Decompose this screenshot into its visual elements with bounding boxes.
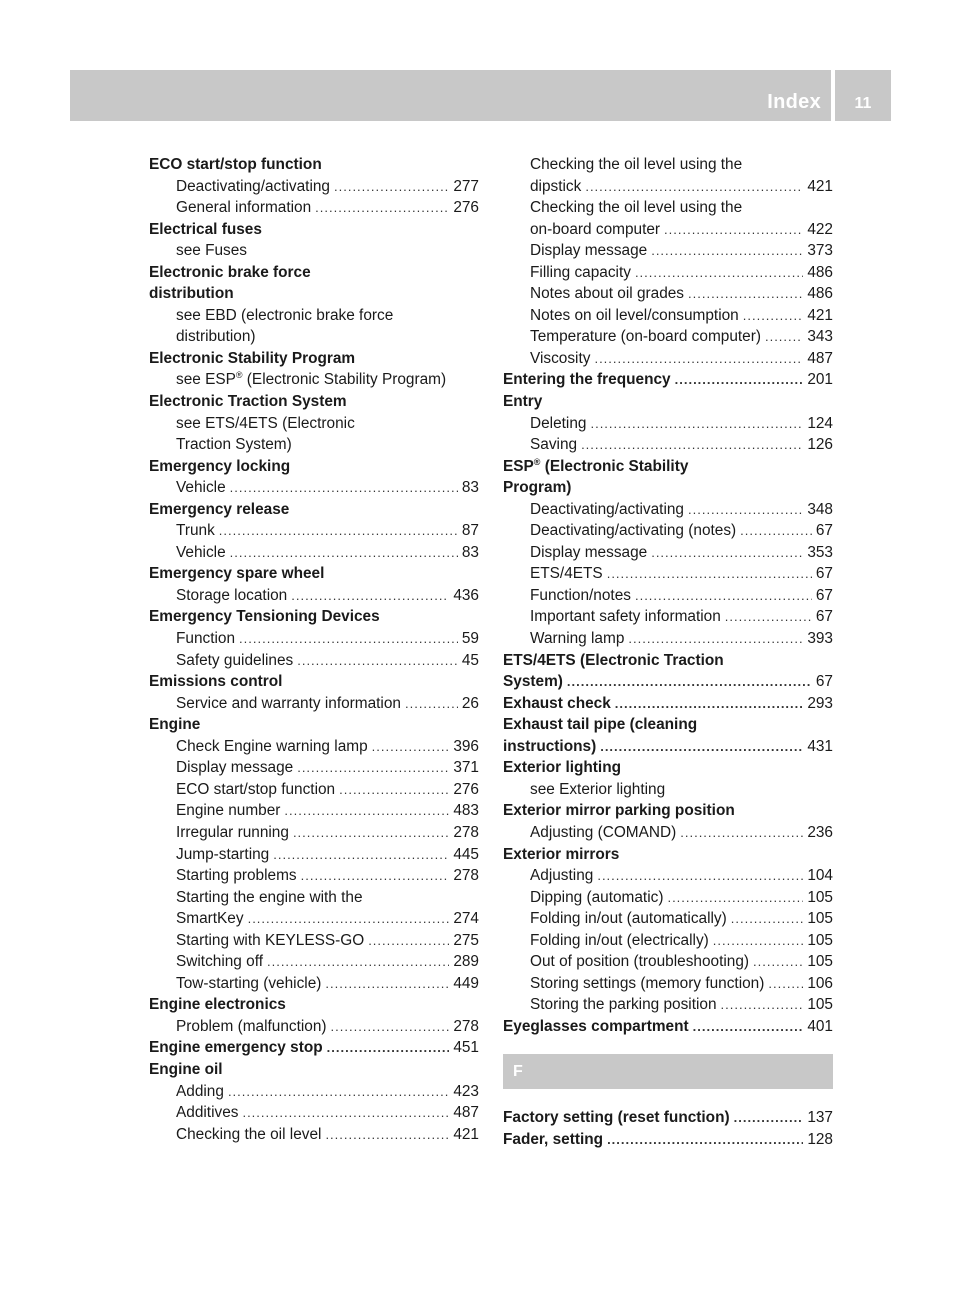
leader-dots <box>635 262 803 284</box>
leader-dots <box>325 1124 449 1146</box>
index-heading: Engine oil <box>149 1060 223 1078</box>
entry-text: Dipping (automatic) <box>530 888 664 906</box>
index-entry <box>503 951 833 973</box>
page-ref[interactable]: 105 <box>807 888 833 906</box>
leader-dots <box>590 413 803 435</box>
page-ref[interactable]: 106 <box>807 974 833 992</box>
leader-dots <box>230 477 458 499</box>
index-entry <box>503 887 833 909</box>
entry-text: Jump-starting <box>176 845 270 863</box>
index-entry <box>149 477 479 499</box>
entry-text: Tow-starting (vehicle) <box>176 974 322 992</box>
leader-dots <box>581 434 803 456</box>
page-ref[interactable]: 276 <box>453 780 479 798</box>
index-entry <box>503 822 833 844</box>
entry-text: Adjusting <box>530 867 594 885</box>
index-heading: ECO start/stop function <box>149 156 322 173</box>
leader-dots <box>651 240 803 262</box>
entry-text: Service and warranty information <box>176 694 401 712</box>
leader-dots <box>713 930 804 952</box>
entry-text: Important safety information <box>530 608 721 626</box>
page-ref[interactable]: 401 <box>807 1017 833 1035</box>
index-heading: Emergency release <box>149 500 290 518</box>
page-ref[interactable]: 104 <box>807 867 833 885</box>
index-heading: Emergency Tensioning Devices <box>149 608 380 626</box>
entry-text: Checking the oil level <box>176 1125 322 1143</box>
index-entry <box>503 628 833 650</box>
entry-text: Starting with KEYLESS-GO <box>176 931 365 949</box>
leader-dots <box>248 908 450 930</box>
index-entry <box>149 542 479 564</box>
index-entry <box>503 542 833 564</box>
page-ref[interactable]: 67 <box>815 673 833 691</box>
index-entry <box>149 736 479 758</box>
page-ref[interactable]: 373 <box>807 242 833 260</box>
page-ref[interactable]: 276 <box>453 199 479 217</box>
index-entry <box>149 951 479 973</box>
entry-text: see ESP <box>176 371 236 389</box>
index-entry <box>503 240 833 262</box>
page-ref[interactable]: 393 <box>807 630 833 648</box>
entry-text: Deactivating/activating (notes) <box>530 522 737 540</box>
leader-dots <box>230 542 458 564</box>
entry-text: ESP <box>503 457 534 475</box>
leader-dots <box>768 973 803 995</box>
entry-text: Display message <box>176 759 294 777</box>
page-ref[interactable]: 67 <box>815 586 833 604</box>
entry-text: Additives <box>176 1104 239 1122</box>
index-subentry: Traction System) <box>176 436 292 454</box>
leader-dots <box>607 563 812 585</box>
index-subentry: see EBD (electronic brake force <box>176 306 394 324</box>
page-ref[interactable]: 371 <box>453 759 479 777</box>
page-ref[interactable]: 431 <box>807 737 833 755</box>
entry-text: Trunk <box>176 522 215 540</box>
entry-text: Exhaust check <box>503 694 611 712</box>
leader-dots <box>325 973 449 995</box>
entry-text: Factory setting (reset function) <box>503 1109 730 1127</box>
index-entry <box>149 757 479 779</box>
page-ref[interactable]: 278 <box>453 823 479 841</box>
index-heading: distribution <box>149 285 234 303</box>
leader-dots <box>753 951 803 973</box>
entry-text: Storing the parking position <box>530 996 717 1014</box>
index-heading-entry <box>503 1107 833 1129</box>
page-ref[interactable]: 486 <box>807 263 833 281</box>
leader-dots <box>743 305 804 327</box>
index-entry <box>149 822 479 844</box>
page-ref[interactable]: 353 <box>807 543 833 561</box>
index-heading: Program) <box>503 479 572 497</box>
entry-text: Notes on oil level/consumption <box>530 306 739 324</box>
leader-dots <box>765 326 803 348</box>
entry-text: Eyeglasses compartment <box>503 1017 689 1035</box>
index-entry <box>503 973 833 995</box>
index-subentry: see Exterior lighting <box>530 780 666 798</box>
page-ref[interactable]: 445 <box>453 845 479 863</box>
entry-text: Adding <box>176 1082 224 1100</box>
index-entry <box>149 908 479 930</box>
page-ref[interactable]: 26 <box>461 694 479 712</box>
page-ref[interactable]: 87 <box>461 522 479 540</box>
registered-mark: ® <box>235 370 243 381</box>
page-ref[interactable]: 83 <box>461 479 479 497</box>
entry-text: ETS/4ETS <box>530 565 603 583</box>
index-entry <box>149 1081 479 1103</box>
index-heading <box>503 456 833 478</box>
leader-dots <box>368 930 449 952</box>
leader-dots <box>297 757 449 779</box>
index-heading-entry <box>149 1037 479 1059</box>
index-heading: Emissions control <box>149 673 283 691</box>
entry-text: Notes about oil grades <box>530 285 685 303</box>
entry-text: Starting problems <box>176 867 297 885</box>
index-entry <box>503 326 833 348</box>
index-heading-entry <box>503 671 833 693</box>
entry-text: Problem (malfunction) <box>176 1017 327 1035</box>
index-entry <box>503 434 833 456</box>
index-entry <box>149 650 479 672</box>
leader-dots <box>664 219 803 241</box>
page-ref[interactable]: 289 <box>453 953 479 971</box>
entry-text: Adjusting (COMAND) <box>530 823 677 841</box>
leader-dots <box>725 606 812 628</box>
entry-text: Irregular running <box>176 823 289 841</box>
leader-dots <box>228 1081 449 1103</box>
leader-dots <box>600 736 803 758</box>
page-ref[interactable]: 277 <box>453 177 479 195</box>
entry-text: Viscosity <box>530 349 591 367</box>
index-entry <box>149 1124 479 1146</box>
index-column-left <box>149 154 479 1145</box>
leader-dots <box>291 585 449 607</box>
entry-text: Function <box>176 630 236 648</box>
leader-dots <box>693 1016 804 1038</box>
index-entry <box>503 563 833 585</box>
index-entry <box>149 1102 479 1124</box>
index-entry <box>149 585 479 607</box>
index-entry <box>503 262 833 284</box>
index-entry <box>503 348 833 370</box>
page-ref[interactable]: 67 <box>815 565 833 583</box>
index-entry <box>149 865 479 887</box>
index-entry <box>149 800 479 822</box>
entry-text: ECO start/stop function <box>176 780 336 798</box>
leader-dots <box>740 520 812 542</box>
entry-text: Safety guidelines <box>176 651 294 669</box>
entry-text: Folding in/out (automatically) <box>530 910 727 928</box>
page-ref[interactable]: 293 <box>807 694 833 712</box>
page-ref[interactable]: 126 <box>807 436 833 454</box>
index-entry <box>149 693 479 715</box>
leader-dots <box>721 994 804 1016</box>
page-ref[interactable]: 236 <box>807 823 833 841</box>
index-subentry: Starting the engine with the <box>176 888 363 906</box>
entry-text: Temperature (on-board computer) <box>530 328 761 346</box>
leader-dots <box>273 844 449 866</box>
index-heading: Electrical fuses <box>149 220 262 238</box>
page-title: Index <box>767 91 821 113</box>
index-heading: Engine electronics <box>149 996 286 1014</box>
leader-dots <box>615 693 804 715</box>
leader-dots <box>242 1102 449 1124</box>
leader-dots <box>635 585 812 607</box>
page-ref[interactable]: 124 <box>807 414 833 432</box>
entry-text: Fader, setting <box>503 1130 604 1148</box>
index-heading: Exhaust tail pipe (cleaning <box>503 716 698 734</box>
page-ref[interactable]: 421 <box>453 1125 479 1143</box>
index-heading: Electronic Traction System <box>149 393 347 411</box>
index-subentry: distribution) <box>176 328 256 346</box>
index-subentry: Checking the oil level using the <box>530 156 743 173</box>
index-entry <box>503 930 833 952</box>
entry-text: Folding in/out (electrically) <box>530 931 709 949</box>
index-heading: Electronic brake force <box>149 263 311 281</box>
entry-text: Function/notes <box>530 586 631 604</box>
page-ref[interactable]: 436 <box>453 586 479 604</box>
entry-text: Engine emergency stop <box>149 1039 323 1057</box>
index-entry <box>503 413 833 435</box>
leader-dots <box>734 1107 804 1129</box>
leader-dots <box>297 650 458 672</box>
page-ref[interactable]: 486 <box>807 285 833 303</box>
page-ref[interactable]: 423 <box>453 1082 479 1100</box>
leader-dots <box>688 499 803 521</box>
entry-text: instructions) <box>503 737 597 755</box>
index-entry <box>149 930 479 952</box>
index-subentry: see ETS/4ETS (Electronic <box>176 414 355 432</box>
index-heading: Exterior lighting <box>503 759 621 777</box>
index-heading-entry <box>503 1129 833 1151</box>
page-ref[interactable]: 201 <box>807 371 833 389</box>
entry-text: System) <box>503 673 563 691</box>
page-ref[interactable]: 487 <box>807 349 833 367</box>
entry-text: Out of position (troubleshooting) <box>530 953 750 971</box>
leader-dots <box>651 542 803 564</box>
index-heading: Exterior mirrors <box>503 845 620 863</box>
entry-text: (Electronic Stability Program) <box>242 371 447 389</box>
leader-dots <box>293 822 449 844</box>
leader-dots <box>731 908 804 930</box>
index-heading: Emergency spare wheel <box>149 565 325 583</box>
page-ref[interactable]: 421 <box>807 306 833 324</box>
index-subentry: Checking the oil level using the <box>530 199 743 217</box>
index-heading: ETS/4ETS (Electronic Traction <box>503 651 724 669</box>
leader-dots <box>331 1016 450 1038</box>
registered-mark: ® <box>533 456 541 467</box>
index-entry <box>149 844 479 866</box>
page-ref[interactable]: 275 <box>453 931 479 949</box>
entry-text: Switching off <box>176 953 263 971</box>
leader-dots <box>339 779 449 801</box>
index-entry <box>149 197 479 219</box>
index-heading-entry <box>503 693 833 715</box>
leader-dots <box>688 283 803 305</box>
page-ref[interactable]: 274 <box>453 910 479 928</box>
leader-dots <box>594 348 803 370</box>
page-ref[interactable]: 449 <box>453 974 479 992</box>
leader-dots <box>301 865 450 887</box>
index-entry <box>149 1016 479 1038</box>
leader-dots <box>597 865 803 887</box>
index-entry <box>149 779 479 801</box>
leader-dots <box>567 671 812 693</box>
index-heading: Entry <box>503 393 543 411</box>
index-entry <box>503 606 833 628</box>
page-ref[interactable]: 83 <box>461 543 479 561</box>
index-heading: Emergency locking <box>149 457 291 475</box>
leader-dots <box>628 628 803 650</box>
index-entry <box>503 520 833 542</box>
page-ref[interactable]: 67 <box>815 522 833 540</box>
index-entry <box>503 865 833 887</box>
section-letter-bar: F <box>503 1054 833 1089</box>
page-ref[interactable]: 59 <box>461 630 479 648</box>
entry-text: Display message <box>530 543 648 561</box>
leader-dots <box>334 176 449 198</box>
page-ref[interactable]: 45 <box>461 651 479 669</box>
index-heading-entry <box>503 1016 833 1038</box>
page-ref[interactable]: 128 <box>807 1130 833 1148</box>
entry-text: on-board computer <box>530 220 661 238</box>
entry-text: Deactivating/activating <box>176 177 330 195</box>
entry-text: dipstick <box>530 177 582 195</box>
page-ref[interactable]: 483 <box>453 802 479 820</box>
index-entry <box>503 283 833 305</box>
entry-text: Storing settings (memory function) <box>530 974 765 992</box>
index-entry <box>149 176 479 198</box>
leader-dots <box>680 822 803 844</box>
index-subentry: see Fuses <box>176 242 248 260</box>
page-ref[interactable]: 105 <box>807 996 833 1014</box>
entry-text: General information <box>176 199 312 217</box>
index-column-right <box>503 154 833 1151</box>
page-ref[interactable]: 451 <box>453 1039 479 1057</box>
index-heading: Electronic Stability Program <box>149 349 356 367</box>
page-number: 11 <box>854 95 872 112</box>
leader-dots <box>239 628 458 650</box>
index-entry <box>503 585 833 607</box>
entry-text: Saving <box>530 436 578 454</box>
entry-text: Engine number <box>176 802 281 820</box>
index-entry <box>149 628 479 650</box>
index-entry <box>149 973 479 995</box>
entry-text: SmartKey <box>176 910 244 928</box>
leader-dots <box>219 520 458 542</box>
entry-text: Display message <box>530 242 648 260</box>
leader-dots <box>327 1037 450 1059</box>
index-heading-entry <box>503 369 833 391</box>
index-heading-entry <box>503 736 833 758</box>
page-ref[interactable]: 137 <box>807 1109 833 1127</box>
page-ref[interactable]: 105 <box>807 953 833 971</box>
entry-text: (Electronic Stability <box>540 457 689 475</box>
page-ref[interactable]: 67 <box>815 608 833 626</box>
leader-dots <box>675 369 804 391</box>
page-ref[interactable]: 105 <box>807 910 833 928</box>
entry-text: Storage location <box>176 586 288 604</box>
index-entry <box>503 219 833 241</box>
leader-dots <box>607 1129 803 1151</box>
index-heading: Engine <box>149 716 201 734</box>
index-entry <box>503 499 833 521</box>
page-ref[interactable]: 343 <box>807 328 833 346</box>
index-subentry <box>149 369 479 391</box>
page-ref[interactable]: 278 <box>453 867 479 885</box>
index-entry <box>503 176 833 198</box>
leader-dots <box>284 800 449 822</box>
page-ref[interactable]: 396 <box>453 737 479 755</box>
leader-dots <box>372 736 450 758</box>
page-ref[interactable]: 421 <box>807 177 833 195</box>
page-ref[interactable]: 105 <box>807 931 833 949</box>
leader-dots <box>667 887 803 909</box>
index-heading: Exterior mirror parking position <box>503 802 735 820</box>
entry-text: Check Engine warning lamp <box>176 737 368 755</box>
index-entry <box>149 520 479 542</box>
entry-text: Deactivating/activating <box>530 500 684 518</box>
index-entry <box>503 994 833 1016</box>
index-entry <box>503 305 833 327</box>
index-entry <box>503 908 833 930</box>
leader-dots <box>267 951 449 973</box>
entry-text: Vehicle <box>176 479 226 497</box>
entry-text: Vehicle <box>176 543 226 561</box>
entry-text: Filling capacity <box>530 263 631 281</box>
page-ref[interactable]: 487 <box>453 1104 479 1122</box>
entry-text: Warning lamp <box>530 630 625 648</box>
page-ref[interactable]: 422 <box>807 220 833 238</box>
page-ref[interactable]: 278 <box>453 1017 479 1035</box>
entry-text: Deleting <box>530 414 587 432</box>
leader-dots <box>585 176 803 198</box>
leader-dots <box>315 197 449 219</box>
entry-text: Entering the frequency <box>503 371 671 389</box>
page-ref[interactable]: 348 <box>807 500 833 518</box>
leader-dots <box>405 693 458 715</box>
